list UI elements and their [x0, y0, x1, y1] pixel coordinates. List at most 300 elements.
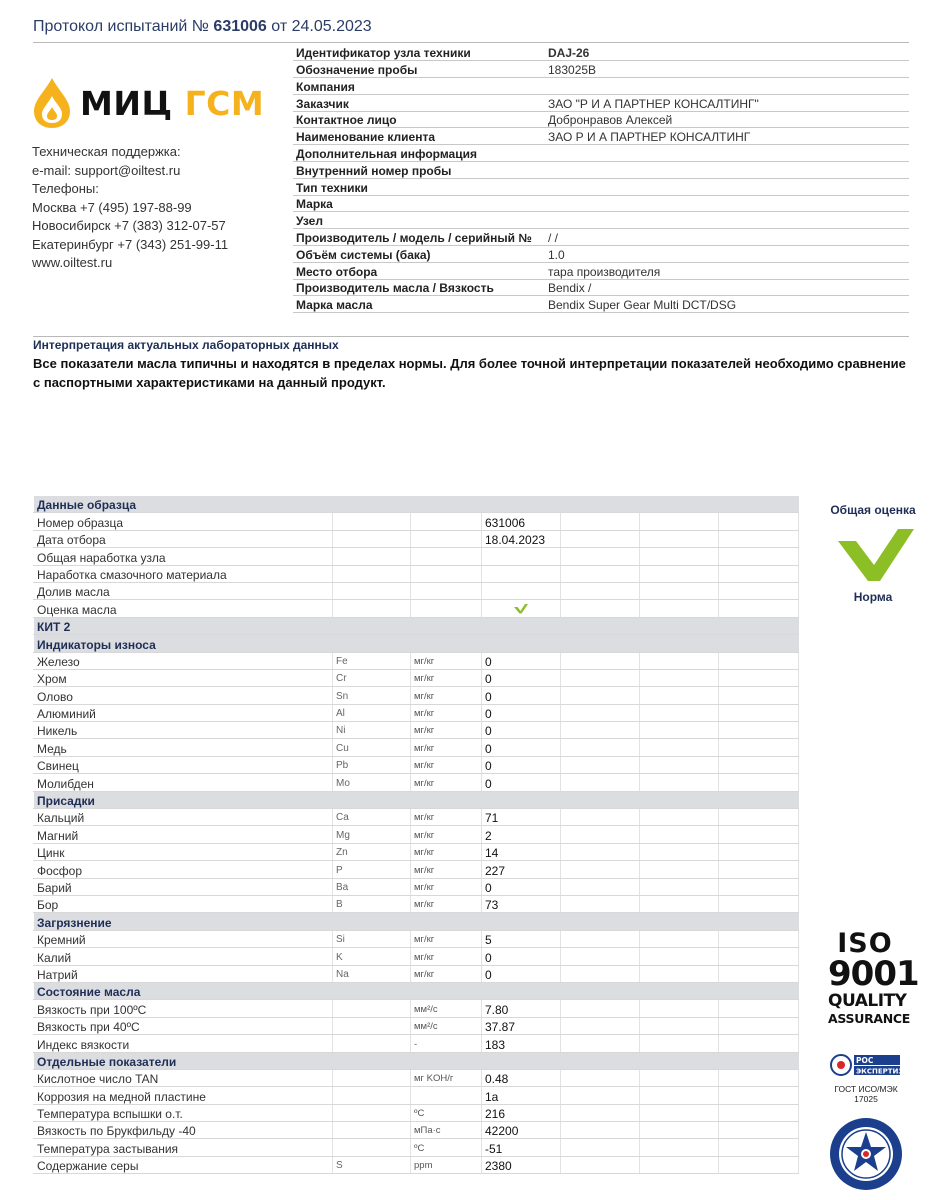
param-unit: мг/кг: [411, 878, 482, 895]
table-row: [34, 1156, 799, 1173]
param-name: Долив масла: [34, 582, 333, 599]
param-symbol: Fe: [333, 652, 411, 669]
section-header: [34, 913, 799, 930]
empty-cell: [561, 513, 640, 530]
param-name: Железо: [34, 652, 333, 669]
table-row: [34, 582, 799, 599]
empty-cell: [719, 687, 799, 704]
param-unit: мг/кг: [411, 687, 482, 704]
empty-cell: [640, 548, 719, 565]
section-title: Состояние масла: [34, 982, 799, 999]
param-symbol: S: [333, 1156, 411, 1173]
table-row: [34, 565, 799, 582]
param-unit: мг/кг: [411, 739, 482, 756]
param-symbol: Cu: [333, 739, 411, 756]
empty-cell: [719, 930, 799, 947]
empty-cell: [640, 1017, 719, 1034]
empty-cell: [640, 1104, 719, 1121]
table-row: [34, 843, 799, 860]
empty-cell: [561, 861, 640, 878]
info-value: [545, 212, 909, 229]
empty-cell: [561, 582, 640, 599]
param-unit: мм²/с: [411, 1017, 482, 1034]
section-header: [34, 1052, 799, 1069]
info-label: Узел: [293, 212, 545, 229]
empty-cell: [640, 1000, 719, 1017]
empty-cell: [719, 895, 799, 912]
param-value: [482, 548, 561, 565]
empty-cell: [640, 948, 719, 965]
empty-cell: [719, 652, 799, 669]
empty-cell: [640, 895, 719, 912]
ros-expertiza-badge: РОС ЭКСПЕРТИЗА ГОСТ ИСО/МЭК 17025: [828, 1053, 904, 1104]
info-row: [293, 262, 909, 279]
empty-cell: [640, 652, 719, 669]
param-unit: мг/кг: [411, 826, 482, 843]
table-row: [34, 774, 799, 791]
empty-cell: [719, 1104, 799, 1121]
section-title: Отдельные показатели: [34, 1052, 799, 1069]
info-row: [293, 78, 909, 95]
param-name: Индекс вязкости: [34, 1035, 333, 1052]
param-name: Молибден: [34, 774, 333, 791]
empty-cell: [640, 669, 719, 686]
param-unit: [411, 582, 482, 599]
register-seal-icon: [828, 1116, 904, 1192]
empty-cell: [640, 582, 719, 599]
param-unit: [411, 530, 482, 547]
empty-cell: [561, 1104, 640, 1121]
empty-cell: [561, 826, 640, 843]
param-name: Кальций: [34, 809, 333, 826]
param-unit: мг/кг: [411, 669, 482, 686]
contact-line: www.oiltest.ru: [32, 255, 113, 270]
param-symbol: Ba: [333, 878, 411, 895]
info-row: [293, 296, 909, 313]
param-value: 18.04.2023: [482, 530, 561, 547]
param-symbol: [333, 1139, 411, 1156]
param-name: Барий: [34, 878, 333, 895]
param-value: 1a: [482, 1087, 561, 1104]
param-name: Медь: [34, 739, 333, 756]
info-label: Марка масла: [293, 296, 545, 313]
param-unit: ºC: [411, 1104, 482, 1121]
param-name: Температура вспышки о.т.: [34, 1104, 333, 1121]
section-title: Индикаторы износа: [34, 635, 799, 652]
param-name: Оценка масла: [34, 600, 333, 617]
table-row: [34, 513, 799, 530]
section-title: Присадки: [34, 791, 799, 808]
info-value: [545, 162, 909, 179]
empty-cell: [640, 843, 719, 860]
empty-cell: [719, 1156, 799, 1173]
param-symbol: [333, 530, 411, 547]
param-value: 2380: [482, 1156, 561, 1173]
interpretation-divider: [33, 336, 909, 337]
empty-cell: [719, 565, 799, 582]
empty-cell: [640, 878, 719, 895]
empty-cell: [640, 1122, 719, 1139]
empty-cell: [561, 687, 640, 704]
param-unit: [411, 600, 482, 617]
info-label: Объём системы (бака): [293, 246, 545, 263]
info-row: [293, 145, 909, 162]
info-value: 183025B: [545, 61, 909, 78]
company-logo: [32, 76, 264, 130]
info-label: Тип техники: [293, 178, 545, 195]
empty-cell: [640, 826, 719, 843]
param-unit: мг/кг: [411, 652, 482, 669]
empty-cell: [561, 722, 640, 739]
param-unit: [411, 1087, 482, 1104]
info-row: [293, 128, 909, 145]
table-row: [34, 1139, 799, 1156]
param-unit: [411, 548, 482, 565]
param-value: 0: [482, 687, 561, 704]
empty-cell: [719, 1069, 799, 1086]
empty-cell: [719, 669, 799, 686]
empty-cell: [561, 756, 640, 773]
param-value: 227: [482, 861, 561, 878]
section-header: [34, 617, 799, 634]
param-unit: [411, 513, 482, 530]
info-label: Внутренний номер пробы: [293, 162, 545, 179]
param-symbol: Cr: [333, 669, 411, 686]
param-value: 37.87: [482, 1017, 561, 1034]
param-value: [482, 600, 561, 617]
info-label: Место отбора: [293, 262, 545, 279]
empty-cell: [561, 530, 640, 547]
table-row: [34, 1069, 799, 1086]
empty-cell: [561, 1069, 640, 1086]
table-row: [34, 965, 799, 982]
info-row: [293, 94, 909, 111]
info-row: [293, 279, 909, 296]
empty-cell: [719, 1087, 799, 1104]
empty-cell: [640, 1069, 719, 1086]
info-label: Компания: [293, 78, 545, 95]
param-value: [482, 565, 561, 582]
param-symbol: [333, 548, 411, 565]
table-row: [34, 809, 799, 826]
empty-cell: [719, 843, 799, 860]
empty-cell: [640, 722, 719, 739]
empty-cell: [561, 1087, 640, 1104]
param-symbol: Sn: [333, 687, 411, 704]
param-symbol: Ni: [333, 722, 411, 739]
param-name: Олово: [34, 687, 333, 704]
svg-text:ЭКСПЕРТИЗА: ЭКСПЕРТИЗА: [856, 1067, 909, 1076]
empty-cell: [719, 809, 799, 826]
table-row: [34, 669, 799, 686]
empty-cell: [640, 565, 719, 582]
param-value: 631006: [482, 513, 561, 530]
empty-cell: [561, 652, 640, 669]
info-value: [545, 195, 909, 212]
info-row: [293, 195, 909, 212]
table-row: [34, 739, 799, 756]
param-symbol: [333, 582, 411, 599]
param-value: 73: [482, 895, 561, 912]
table-row: [34, 1122, 799, 1139]
param-value: 42200: [482, 1122, 561, 1139]
empty-cell: [561, 565, 640, 582]
param-name: Вязкость при 40ºC: [34, 1017, 333, 1034]
param-unit: ppm: [411, 1156, 482, 1173]
info-value: DAJ-26: [545, 44, 909, 61]
param-symbol: Mg: [333, 826, 411, 843]
param-name: Вязкость при 100ºC: [34, 1000, 333, 1017]
param-name: Содержание серы: [34, 1156, 333, 1173]
empty-cell: [640, 600, 719, 617]
check-icon: [513, 603, 529, 614]
param-name: Натрий: [34, 965, 333, 982]
param-symbol: Ca: [333, 809, 411, 826]
param-name: Свинец: [34, 756, 333, 773]
empty-cell: [719, 861, 799, 878]
info-label: Заказчик: [293, 94, 545, 111]
param-symbol: [333, 1122, 411, 1139]
info-row: [293, 162, 909, 179]
param-name: Дата отбора: [34, 530, 333, 547]
empty-cell: [719, 1139, 799, 1156]
param-symbol: [333, 513, 411, 530]
empty-cell: [561, 809, 640, 826]
param-value: 0: [482, 652, 561, 669]
info-label: Контактное лицо: [293, 111, 545, 128]
empty-cell: [719, 704, 799, 721]
param-value: 2: [482, 826, 561, 843]
table-row: [34, 895, 799, 912]
table-row: [34, 548, 799, 565]
info-row: [293, 61, 909, 78]
param-value: 0: [482, 774, 561, 791]
overall-rating-status: Норма: [853, 590, 893, 604]
info-row: [293, 111, 909, 128]
info-row: [293, 212, 909, 229]
param-symbol: [333, 1035, 411, 1052]
empty-cell: [640, 530, 719, 547]
empty-cell: [640, 1139, 719, 1156]
info-value: ЗАО Р И А ПАРТНЕР КОНСАЛТИНГ: [545, 128, 909, 145]
section-header: [34, 496, 799, 513]
table-row: [34, 756, 799, 773]
param-name: Коррозия на медной пластине: [34, 1087, 333, 1104]
param-symbol: K: [333, 948, 411, 965]
info-value: [545, 178, 909, 195]
param-unit: мг/кг: [411, 948, 482, 965]
param-symbol: [333, 1087, 411, 1104]
empty-cell: [640, 809, 719, 826]
protocol-title: Протокол испытаний № 631006 от 24.05.2023: [33, 18, 372, 35]
param-name: Кремний: [34, 930, 333, 947]
param-symbol: Mo: [333, 774, 411, 791]
section-title: КИТ 2: [34, 617, 799, 634]
contact-line: Техническая поддержка:: [32, 144, 181, 159]
param-value: 0: [482, 704, 561, 721]
param-unit: мг/кг: [411, 756, 482, 773]
contact-line: e-mail: support@oiltest.ru: [32, 162, 181, 178]
empty-cell: [719, 756, 799, 773]
empty-cell: [719, 513, 799, 530]
param-symbol: B: [333, 895, 411, 912]
empty-cell: [561, 895, 640, 912]
param-name: Цинк: [34, 843, 333, 860]
empty-cell: [719, 582, 799, 599]
empty-cell: [640, 774, 719, 791]
param-symbol: [333, 1104, 411, 1121]
param-value: -51: [482, 1139, 561, 1156]
empty-cell: [640, 861, 719, 878]
empty-cell: [561, 1139, 640, 1156]
empty-cell: [640, 513, 719, 530]
param-symbol: P: [333, 861, 411, 878]
table-row: [34, 600, 799, 617]
empty-cell: [561, 548, 640, 565]
info-value: Bendix Super Gear Multi DCT/DSG: [545, 296, 909, 313]
table-row: [34, 1035, 799, 1052]
empty-cell: [719, 965, 799, 982]
empty-cell: [719, 739, 799, 756]
info-label: Обозначение пробы: [293, 61, 545, 78]
param-unit: мг/кг: [411, 722, 482, 739]
lab-results-table: [33, 495, 799, 1174]
contact-line: Телефоны:: [32, 181, 99, 196]
param-unit: мг/кг: [411, 965, 482, 982]
info-row: [293, 178, 909, 195]
interpretation-title: Интерпретация актуальных лабораторных данных: [33, 338, 339, 352]
param-value: 71: [482, 809, 561, 826]
param-symbol: [333, 1017, 411, 1034]
param-value: 0: [482, 965, 561, 982]
empty-cell: [561, 1156, 640, 1173]
empty-cell: [561, 669, 640, 686]
param-symbol: Al: [333, 704, 411, 721]
param-value: 0: [482, 948, 561, 965]
param-unit: мПа·с: [411, 1122, 482, 1139]
svg-text:РОС: РОС: [856, 1056, 874, 1065]
table-row: [34, 1017, 799, 1034]
table-row: [34, 861, 799, 878]
param-unit: мг/кг: [411, 809, 482, 826]
table-row: [34, 1104, 799, 1121]
param-symbol: Na: [333, 965, 411, 982]
section-title: Данные образца: [34, 496, 799, 513]
empty-cell: [640, 739, 719, 756]
interpretation-text: Все показатели масла типичны и находятся в пределах нормы. Для более точной интерпретации показателей необходимо сравнение с паспортными характеристиками на данный продукт.: [33, 356, 906, 390]
empty-cell: [640, 1156, 719, 1173]
empty-cell: [719, 1000, 799, 1017]
empty-cell: [719, 878, 799, 895]
empty-cell: [719, 774, 799, 791]
param-value: 7.80: [482, 1000, 561, 1017]
iso-9001-badge: ISO 9001 QUALITY ASSURANCE: [828, 928, 919, 1026]
sample-info-table: [293, 44, 909, 313]
table-row: [34, 530, 799, 547]
param-symbol: [333, 565, 411, 582]
info-label: Наименование клиента: [293, 128, 545, 145]
param-name: Калий: [34, 948, 333, 965]
empty-cell: [561, 930, 640, 947]
param-value: 5: [482, 930, 561, 947]
empty-cell: [561, 1017, 640, 1034]
info-label: Производитель / модель / серийный №: [293, 229, 545, 246]
param-unit: мг/кг: [411, 861, 482, 878]
param-name: Температура застывания: [34, 1139, 333, 1156]
param-unit: мг KOH/г: [411, 1069, 482, 1086]
empty-cell: [561, 965, 640, 982]
param-name: Фосфор: [34, 861, 333, 878]
info-value: ЗАО "Р И А ПАРТНЕР КОНСАЛТИНГ": [545, 94, 909, 111]
param-name: Общая наработка узла: [34, 548, 333, 565]
empty-cell: [561, 1000, 640, 1017]
empty-cell: [561, 739, 640, 756]
param-unit: -: [411, 1035, 482, 1052]
section-header: [34, 791, 799, 808]
param-name: Вязкость по Брукфильду -40: [34, 1122, 333, 1139]
info-value: / /: [545, 229, 909, 246]
param-name: Номер образца: [34, 513, 333, 530]
empty-cell: [640, 704, 719, 721]
info-row: [293, 44, 909, 61]
info-value: Добронравов Алексей: [545, 111, 909, 128]
empty-cell: [561, 1035, 640, 1052]
empty-cell: [719, 1122, 799, 1139]
param-value: [482, 582, 561, 599]
flame-drop-icon: [32, 76, 72, 130]
info-value: тара производителя: [545, 262, 909, 279]
param-unit: мг/кг: [411, 843, 482, 860]
overall-rating-title: Общая оценка: [830, 503, 916, 517]
info-value: [545, 145, 909, 162]
param-value: 0: [482, 756, 561, 773]
empty-cell: [561, 878, 640, 895]
empty-cell: [640, 756, 719, 773]
param-symbol: Pb: [333, 756, 411, 773]
param-name: Алюминий: [34, 704, 333, 721]
contact-line: Новосибирск +7 (383) 312-07-57: [32, 218, 226, 233]
big-check-icon: [836, 525, 916, 583]
table-row: [34, 948, 799, 965]
empty-cell: [719, 826, 799, 843]
param-unit: мг/кг: [411, 930, 482, 947]
table-row: [34, 687, 799, 704]
param-value: 0: [482, 739, 561, 756]
param-value: 14: [482, 843, 561, 860]
info-row: [293, 229, 909, 246]
empty-cell: [640, 1035, 719, 1052]
empty-cell: [640, 687, 719, 704]
info-row: [293, 246, 909, 263]
empty-cell: [719, 1035, 799, 1052]
param-value: 183: [482, 1035, 561, 1052]
empty-cell: [561, 1122, 640, 1139]
empty-cell: [719, 600, 799, 617]
table-row: [34, 704, 799, 721]
param-symbol: [333, 1069, 411, 1086]
param-value: 0: [482, 878, 561, 895]
ros-expertiza-logo: [830, 1053, 909, 1077]
empty-cell: [640, 1087, 719, 1104]
info-value: [545, 78, 909, 95]
param-unit: мг/кг: [411, 895, 482, 912]
empty-cell: [640, 965, 719, 982]
logo-wordmark: МИЦ ГСМ: [80, 83, 265, 123]
contacts-block: [32, 143, 228, 273]
param-name: Бор: [34, 895, 333, 912]
param-symbol: [333, 1000, 411, 1017]
table-row: [34, 652, 799, 669]
